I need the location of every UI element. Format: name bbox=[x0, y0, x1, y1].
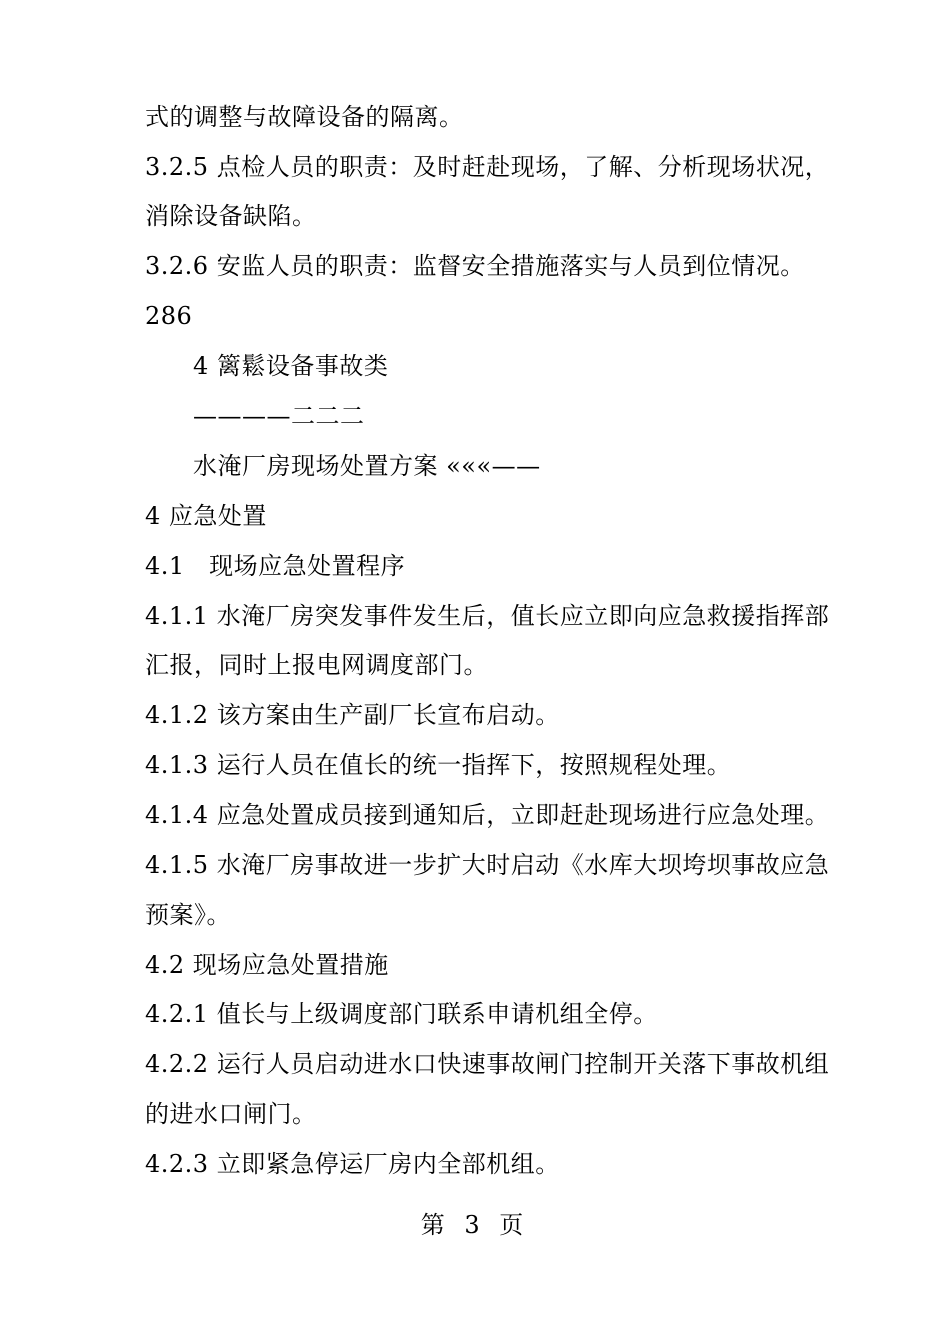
page-number-footer: 第 3 页 bbox=[420, 1211, 530, 1239]
text-line-4-1-4: 4.1.4 应急处置成员接到通知后，立即赶赴现场进行应急处理。 bbox=[145, 801, 830, 829]
section-header: 4 篱鬆设备事故类 bbox=[193, 352, 389, 380]
header-rule-text: ————二二二 bbox=[193, 402, 365, 430]
text-line-4-2-2: 4.2.2 运行人员启动进水口快速事故闸门控制开关落下事故机组 bbox=[145, 1050, 830, 1078]
text-line-4-2-1: 4.2.1 值长与上级调度部门联系申请机组全停。 bbox=[145, 1000, 658, 1028]
text-line-4-2-2-cont: 的进水口闸门。 bbox=[145, 1100, 317, 1128]
heading-4: 4 应急处置 bbox=[145, 502, 267, 530]
text-line-4-1-1: 4.1.1 水淹厂房突发事件发生后，值长应立即向应急救援指挥部 bbox=[145, 602, 830, 630]
plan-title: 水淹厂房现场处置方案 «««—— bbox=[193, 452, 541, 480]
text-line-1: 式的调整与故障设备的隔离。 bbox=[145, 103, 464, 131]
text-line-4-1-2: 4.1.2 该方案由生产副厂长宣布启动。 bbox=[145, 701, 560, 729]
text-line-4: 3.2.6 安监人员的职责：监督安全措施落实与人员到位情况。 bbox=[145, 252, 805, 280]
page-marker-286: 286 bbox=[145, 302, 193, 330]
heading-4-1: 4.1 现场应急处置程序 bbox=[145, 552, 406, 580]
text-line-4-2-3: 4.2.3 立即紧急停运厂房内全部机组。 bbox=[145, 1150, 560, 1178]
text-line-2: 3.2.5 点检人员的职责：及时赶赴现场，了解、分析现场状况， bbox=[145, 153, 830, 181]
text-line-4-1-5-cont: 预案》。 bbox=[145, 901, 231, 929]
text-line-4-1-1-cont: 汇报，同时上报电网调度部门。 bbox=[145, 651, 488, 679]
heading-4-2: 4.2 现场应急处置措施 bbox=[145, 951, 389, 979]
text-line-4-1-3: 4.1.3 运行人员在值长的统一指挥下，按照规程处理。 bbox=[145, 751, 732, 779]
text-line-3: 消除设备缺陷。 bbox=[145, 202, 317, 230]
text-line-4-1-5: 4.1.5 水淹厂房事故进一步扩大时启动《水库大坝垮坝事故应急 bbox=[145, 851, 830, 879]
